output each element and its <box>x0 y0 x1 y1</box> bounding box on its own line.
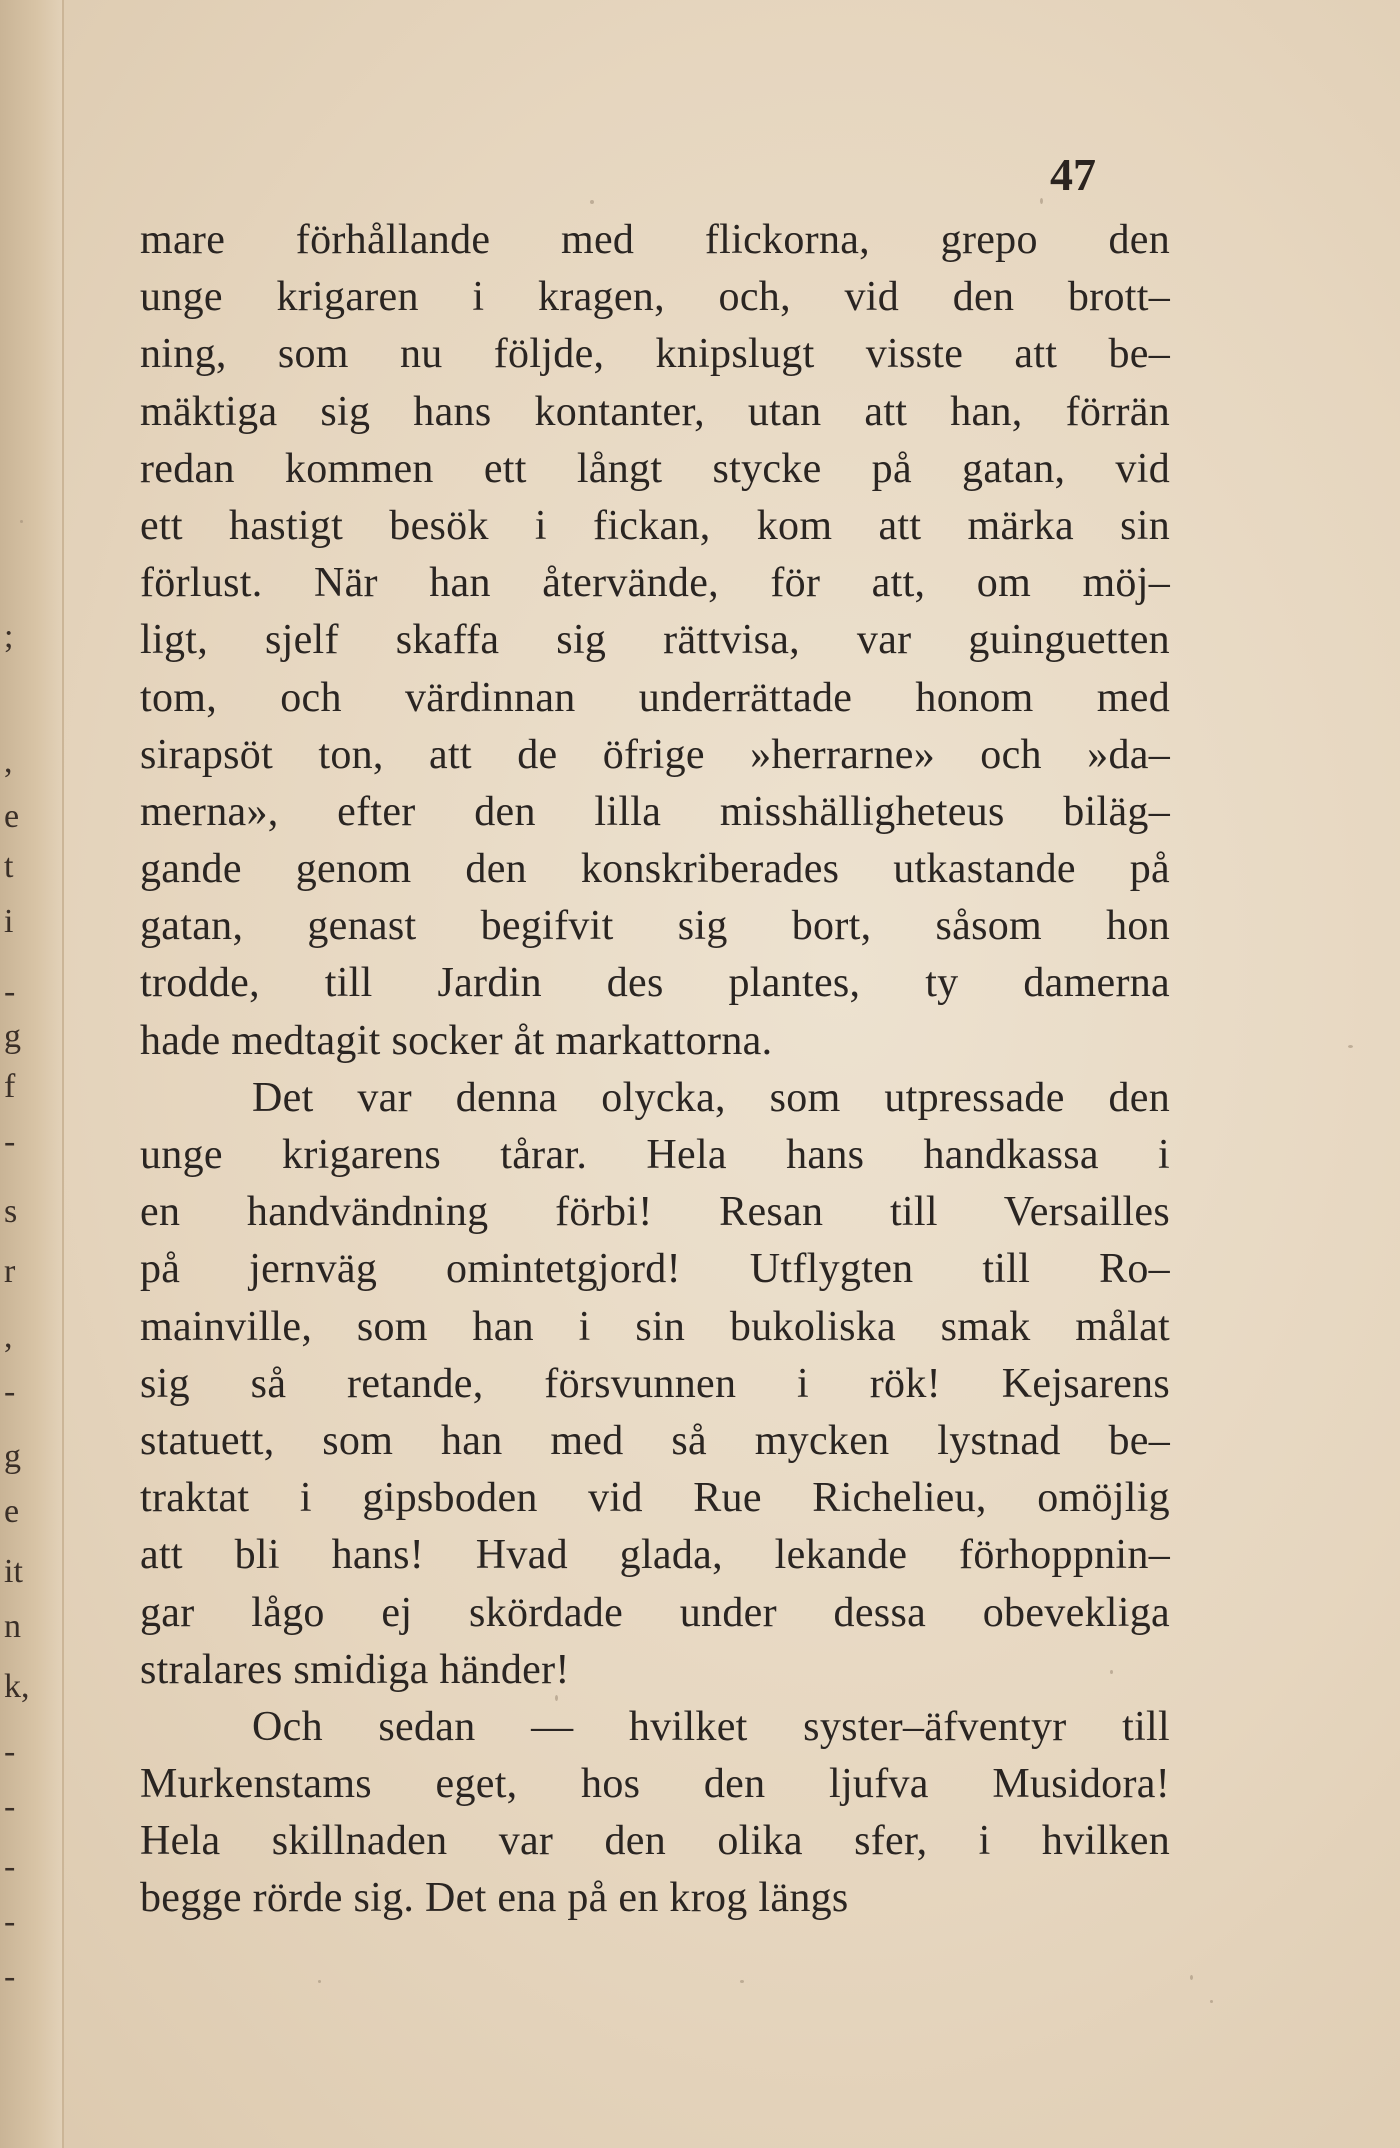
text-line: Hela skillnaden var den olika sfer, i hvilken <box>140 1818 1170 1865</box>
gutter-mark: it <box>4 1553 23 1590</box>
text-line: förlust. När han återvände, för att, om möj– <box>140 560 1170 607</box>
gutter-mark: - <box>4 1373 16 1410</box>
text-line: hade medtagit socker åt markattorna. <box>140 1017 773 1064</box>
gutter-mark: - <box>4 1123 16 1160</box>
text-line: att bli hans! Hvad glada, lekande förhoppnin– <box>140 1532 1170 1579</box>
gutter-mark: , <box>4 743 13 780</box>
text-line: ligt, sjelf skaffa sig rättvisa, var guinguetten <box>140 617 1170 664</box>
previous-page-edge-letters <box>4 0 52 2148</box>
text-line: tom, och värdinnan underrättade honom med <box>140 674 1170 721</box>
gutter-mark: e <box>4 1493 20 1530</box>
text-line: Och sedan — hvilket syster–äfventyr till <box>252 1703 1170 1750</box>
gutter-mark: , <box>4 1318 13 1355</box>
text-line: ett hastigt besök i fickan, kom att märka sin <box>140 502 1170 549</box>
gutter-mark: - <box>4 973 16 1010</box>
gutter-mark: s <box>4 1193 18 1230</box>
text-line: Murkenstams eget, hos den ljufva Musidora! <box>140 1761 1170 1808</box>
gutter-mark: t <box>4 848 14 885</box>
text-line: mainville, som han i sin bukoliska smak målat <box>140 1303 1170 1350</box>
text-line: Det var denna olycka, som utpressade den <box>252 1074 1170 1121</box>
text-line: unge krigaren i kragen, och, vid den brott– <box>140 274 1170 321</box>
text-line: en handvändning förbi! Resan till Versailles <box>140 1189 1170 1236</box>
gutter-mark: e <box>4 798 20 835</box>
text-line: på jernväg omintetgjord! Utflygten till Ro– <box>140 1246 1170 1293</box>
text-line: merna», efter den lilla misshälligheteus biläg– <box>140 788 1170 835</box>
gutter-mark: - <box>4 1903 16 1940</box>
text-line: gande genom den konskriberades utkastande på <box>140 846 1170 893</box>
text-line: traktat i gipsboden vid Rue Richelieu, omöjlig <box>140 1475 1170 1522</box>
binding-gutter <box>0 0 64 2148</box>
gutter-mark: g <box>4 1018 21 1055</box>
gutter-mark: f <box>4 1068 16 1105</box>
text-line: trodde, till Jardin des plantes, ty damerna <box>140 960 1170 1007</box>
gutter-mark: i <box>4 903 14 940</box>
text-line: mäktiga sig hans kontanter, utan att han, förrän <box>140 388 1170 435</box>
text-line: sirapsöt ton, att de öfrige »herrarne» och »da– <box>140 731 1170 778</box>
text-line: stralares smidiga händer! <box>140 1646 570 1693</box>
text-line: mare förhållande med flickorna, grepo den <box>140 217 1170 263</box>
text-line: gar lågo ej skördade under dessa obevekliga <box>140 1589 1170 1636</box>
gutter-mark: - <box>4 1958 16 1995</box>
gutter-mark: k, <box>4 1668 30 1705</box>
text-line: statuett, som han med så mycken lystnad be– <box>140 1417 1170 1464</box>
text-line: sig så retande, försvunnen i rök! Kejsarens <box>140 1360 1170 1407</box>
text-line: unge krigarens tårar. Hela hans handkassa i <box>140 1132 1170 1178</box>
gutter-mark: - <box>4 1848 16 1885</box>
text-line: ning, som nu följde, knipslugt visste att be– <box>140 331 1170 378</box>
gutter-mark: - <box>4 1733 16 1770</box>
gutter-mark: r <box>4 1253 16 1290</box>
body-text <box>140 212 1170 1928</box>
gutter-mark: - <box>4 1788 16 1825</box>
gutter-mark: ; <box>4 618 14 655</box>
gutter-mark: n <box>4 1608 21 1645</box>
page-number: 47 <box>1050 149 1096 200</box>
text-line: begge rörde sig. Det ena på en krog längs <box>140 1875 849 1922</box>
text-line: redan kommen ett långt stycke på gatan, vid <box>140 445 1170 492</box>
text-line: gatan, genast begifvit sig bort, såsom hon <box>140 903 1170 950</box>
gutter-mark: g <box>4 1438 21 1475</box>
